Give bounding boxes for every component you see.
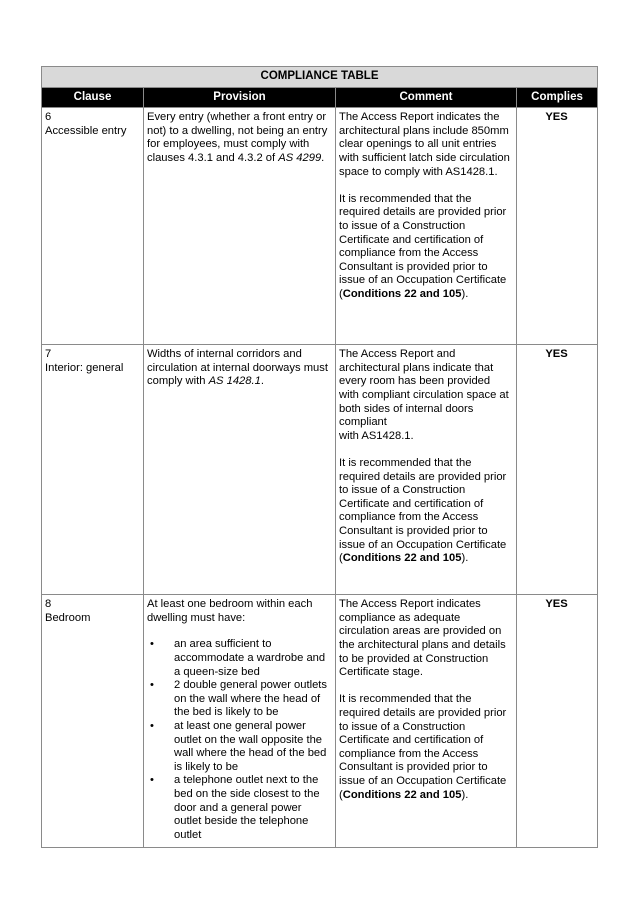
header-complies: Complies bbox=[517, 87, 598, 108]
table-row bbox=[42, 595, 598, 848]
conditions-reference: Conditions 22 and 105 bbox=[342, 788, 462, 801]
comment-paragraph-line2: with AS1428.1. bbox=[339, 429, 414, 442]
comment-recommendation: It is recommended that the required details are provided prior to issue of a Construction Certificate and certification of compliance from the Access Consultant is provided prior to issue of an Occupation Certificate (Conditions 22 and 105). bbox=[339, 456, 507, 565]
provision-cell bbox=[144, 345, 336, 595]
clause-number: 6 bbox=[45, 111, 52, 124]
provision-cell bbox=[144, 595, 336, 848]
table-row bbox=[42, 108, 598, 345]
compliance-table bbox=[41, 66, 598, 848]
provision-bullet-list bbox=[147, 638, 331, 842]
comment-cell bbox=[336, 345, 517, 595]
clause-number: 7 bbox=[45, 348, 52, 361]
clause-cell bbox=[42, 345, 144, 595]
clause-name: Accessible entry bbox=[45, 124, 127, 137]
provision-bullet: • a telephone outlet next to the bed on the side closest to the door and a general power outlet beside the telephone outlet bbox=[147, 774, 331, 842]
standard-reference: AS 1428.1 bbox=[208, 375, 261, 388]
provision-bullet: • 2 double general power outlets on the wall where the head of the bed is likely to be bbox=[147, 679, 331, 720]
comment-paragraph: The Access Report and architectural plans indicate that every room has been provided with compliant circulation space at both sides of internal doors compliant bbox=[339, 348, 509, 429]
standard-reference: AS 4299 bbox=[278, 151, 322, 164]
provision-bullet: • an area sufficient to accommodate a wardrobe and a queen-size bed bbox=[147, 638, 331, 679]
clause-cell bbox=[42, 108, 144, 345]
provision-text: Widths of internal corridors and circulation at internal doorways must comply with AS 1428.1. bbox=[147, 348, 328, 388]
header-provision: Provision bbox=[144, 87, 336, 108]
table-header-row bbox=[42, 87, 598, 108]
comment-paragraph: The Access Report indicates the architectural plans include 850mm clear openings to all unit entries with sufficient latch side circulation space to comply with AS1428.1. bbox=[339, 111, 510, 178]
complies-cell: YES bbox=[517, 108, 598, 345]
provision-bullet: • at least one general power outlet on the wall opposite the wall where the head of the bed is likely to be bbox=[147, 720, 331, 774]
clause-name: Interior: general bbox=[45, 361, 124, 374]
conditions-reference: Conditions 22 and 105 bbox=[342, 552, 462, 565]
header-clause: Clause bbox=[42, 87, 144, 108]
comment-recommendation: It is recommended that the required details are provided prior to issue of a Construction Certificate and certification of compliance from the Access Consultant is provided prior to issue of an Occupation Certificate (Conditions 22 and 105). bbox=[339, 192, 507, 300]
provision-cell bbox=[144, 108, 336, 345]
header-comment: Comment bbox=[336, 87, 517, 108]
table-title: COMPLIANCE TABLE bbox=[42, 67, 598, 88]
complies-cell: YES bbox=[517, 345, 598, 595]
provision-intro: At least one bedroom within each dwelling must have: bbox=[147, 598, 313, 624]
complies-cell: YES bbox=[517, 595, 598, 848]
provision-text: Every entry (whether a front entry or not) to a dwelling, not being an entry for employees, must comply with clauses 4.3.1 and 4.3.2 of AS 4299. bbox=[147, 111, 328, 164]
comment-cell bbox=[336, 108, 517, 345]
comment-recommendation: It is recommended that the required details are provided prior to issue of a Construction Certificate and certification of compliance from the Access Consultant is provided prior to issue of an Occupation Certificate (Conditions 22 and 105). bbox=[339, 693, 507, 801]
comment-cell bbox=[336, 595, 517, 848]
table-row bbox=[42, 345, 598, 595]
clause-cell bbox=[42, 595, 144, 848]
conditions-reference: Conditions 22 and 105 bbox=[342, 287, 462, 300]
comment-paragraph: The Access Report indicates compliance as adequate circulation areas are provided on the architectural plans and details to be provided at Construction Certificate stage. bbox=[339, 598, 506, 679]
clause-number: 8 bbox=[45, 598, 52, 611]
clause-name: Bedroom bbox=[45, 611, 91, 624]
